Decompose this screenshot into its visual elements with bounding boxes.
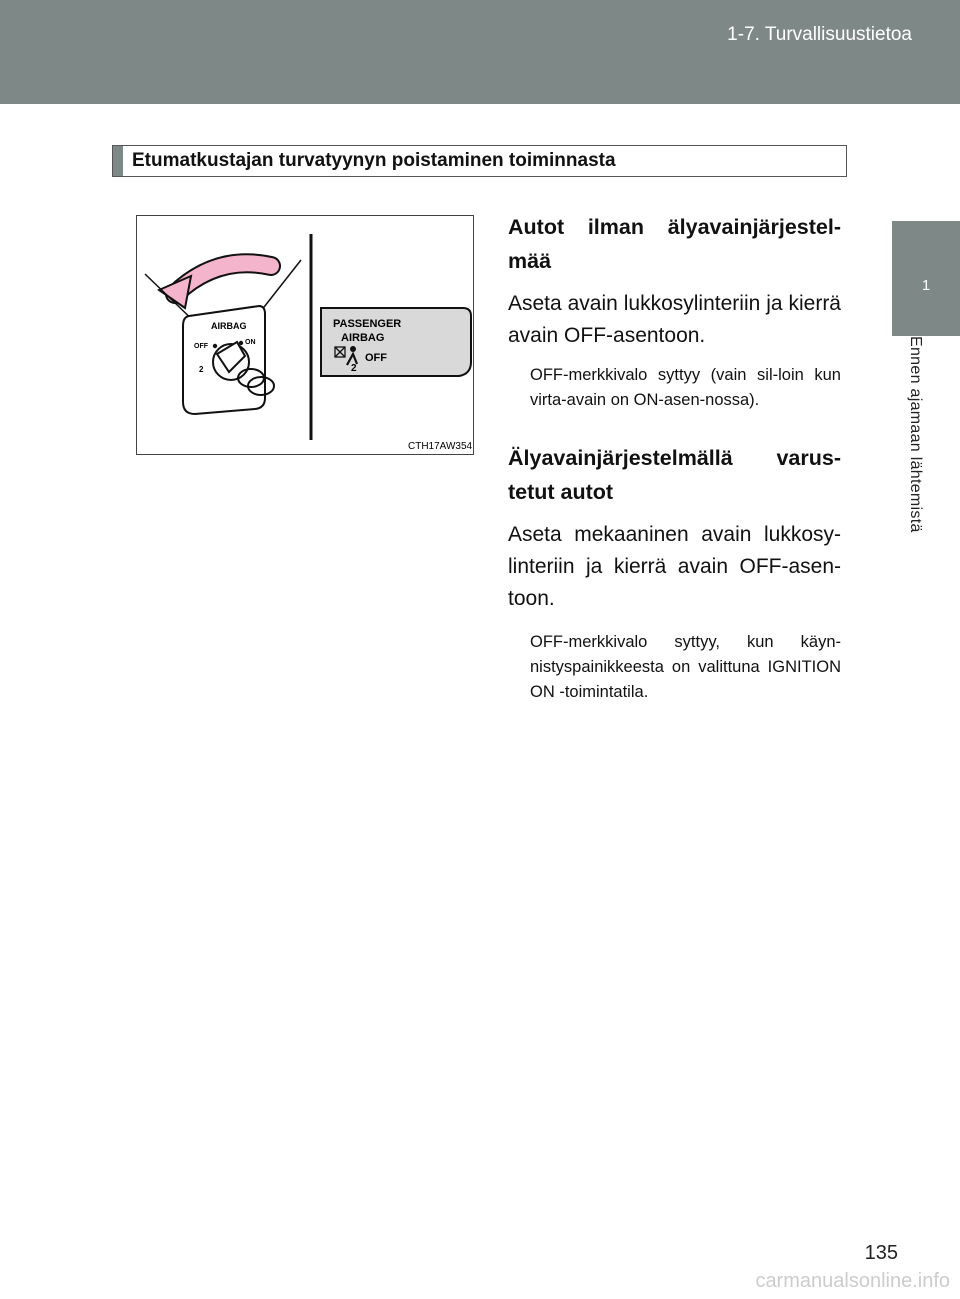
chapter-tab: [892, 221, 960, 336]
switch-seat-number: 2: [199, 365, 204, 374]
panel-seat-number: 2: [351, 363, 357, 374]
panel-off-label: OFF: [365, 352, 387, 364]
watermark: carmanualsonline.info: [755, 1270, 950, 1292]
section-heading: [112, 145, 847, 177]
chapter-label: Ennen ajamaan lähtemistä: [907, 336, 924, 533]
panel-passenger-label: PASSENGER: [333, 318, 402, 330]
switch-on-label: ON: [245, 339, 256, 346]
chapter-label-area: [892, 336, 960, 806]
panel-airbag-label: AIRBAG: [341, 332, 385, 344]
chapter-number: 1: [921, 277, 931, 294]
heading-text: Etumatkustajan turvatyynyn poistaminen toiminnasta: [132, 150, 616, 171]
section-1-body: Aseta avain lukkosylinteriin ja kierrä avain OFF-asentoon.: [508, 292, 841, 347]
airbag-switch-illustration: [137, 216, 473, 454]
airbag-switch-figure: [136, 215, 474, 455]
switch-off-label: OFF: [194, 343, 208, 350]
figure-code: CTH17AW354: [408, 441, 473, 452]
panel-occupant-icon: [350, 346, 356, 352]
section-title: 1-7. Turvallisuustietoa: [727, 24, 912, 45]
section-1-title: Autot ilman älyavainjärjestel-mää: [508, 215, 841, 273]
heading-accent-bar: [113, 146, 123, 176]
section-2-title: Älyavainjärjestelmällä varus-tetut autot: [508, 446, 841, 504]
section-2-body: Aseta mekaaninen avain lukkosy-linteriin ja kierrä avain OFF-asen-toon.: [508, 523, 841, 610]
page-number: 135: [864, 1242, 898, 1264]
section-2-note: OFF-merkkivalo syttyy, kun käyn-nistyspainikkeesta on valittuna IGNITION ON -toimintatila.: [530, 633, 841, 701]
off-dot: [213, 344, 217, 348]
section-no-smart-key: [508, 210, 841, 413]
switch-label: AIRBAG: [211, 321, 247, 331]
section-1-note: OFF-merkkivalo syttyy (vain sil-loin kun virta-avain on ON-asen-nossa).: [530, 366, 841, 409]
section-smart-key: [508, 441, 841, 705]
header-band: [0, 0, 960, 104]
